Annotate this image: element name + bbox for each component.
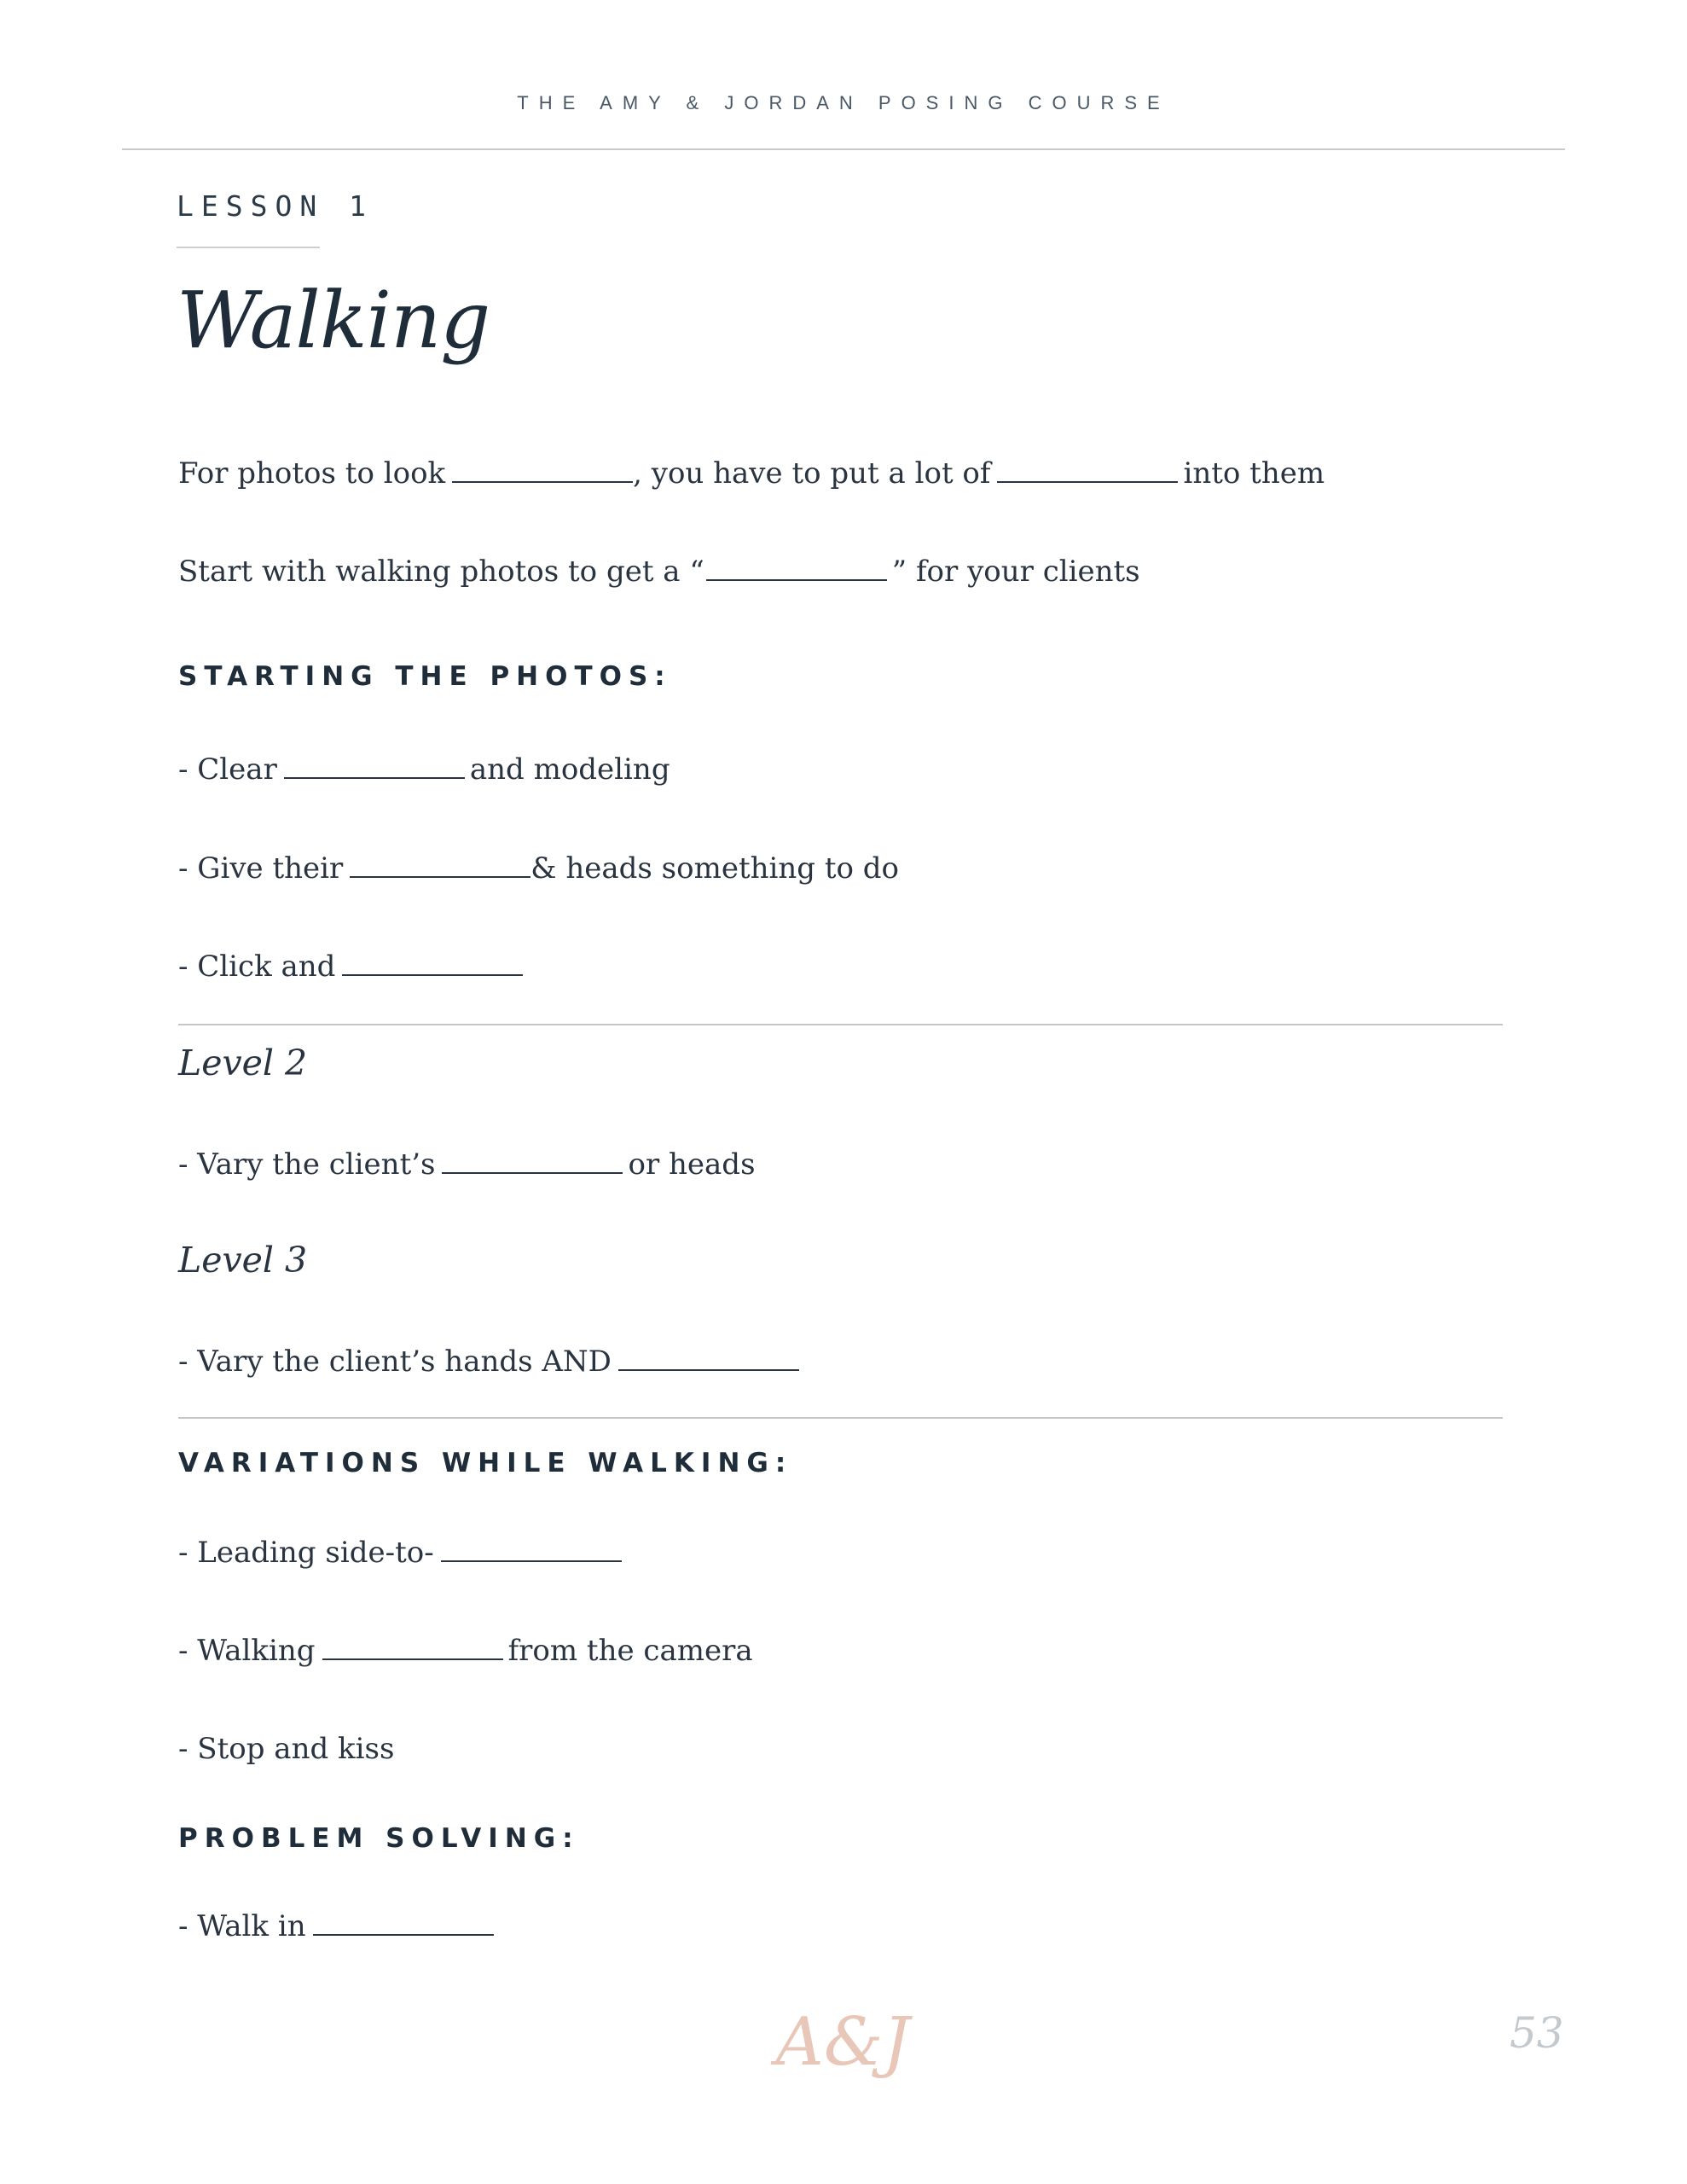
list-item	[178, 1147, 756, 1182]
list-item	[178, 1536, 627, 1570]
list-item-text: - Walking	[178, 1634, 316, 1668]
page-title: Walking	[177, 275, 490, 366]
list-item-text: - Give their	[178, 851, 344, 886]
intro-line-2-part-1: Start with walking photos to get a “	[178, 555, 704, 589]
list-item	[178, 851, 899, 886]
list-item-text: - Vary the client’s	[178, 1147, 436, 1182]
fill-in-blank[interactable]	[997, 481, 1178, 483]
fill-in-blank[interactable]	[441, 1560, 622, 1562]
section-divider	[178, 1024, 1503, 1025]
level-3-heading: Level 3	[178, 1240, 308, 1281]
list-item	[178, 1634, 753, 1668]
fill-in-blank[interactable]	[706, 579, 887, 581]
section-heading-problem-solving: PROBLEM SOLVING:	[178, 1823, 580, 1854]
section-divider	[178, 1417, 1503, 1419]
level-2-heading: Level 2	[178, 1043, 308, 1083]
intro-line-2	[178, 555, 1140, 589]
list-item-text: - Vary the client’s hands AND	[178, 1345, 612, 1379]
list-item	[178, 950, 528, 984]
intro-line-1-part-2: , you have to put a lot of	[633, 456, 991, 491]
section-heading-variations-while-walking: VARIATIONS WHILE WALKING:	[178, 1448, 793, 1478]
fill-in-blank[interactable]	[284, 777, 465, 779]
list-item-text: - Click and	[178, 950, 336, 984]
fill-in-blank[interactable]	[442, 1172, 623, 1174]
fill-in-blank[interactable]	[313, 1934, 494, 1936]
list-item-text: & heads something to do	[530, 851, 900, 886]
list-item-text: - Leading side-to-	[178, 1536, 434, 1570]
list-item-text: - Stop and kiss	[178, 1732, 395, 1766]
list-item	[178, 1909, 499, 1943]
intro-line-1	[178, 456, 1325, 491]
intro-line-1-part-1: For photos to look	[178, 456, 446, 491]
list-item-text: - Clear	[178, 752, 277, 787]
header-rule	[122, 148, 1565, 150]
list-item	[178, 1345, 804, 1379]
section-heading-starting-the-photos: STARTING THE PHOTOS:	[178, 661, 672, 692]
fill-in-blank[interactable]	[618, 1369, 799, 1371]
fill-in-blank[interactable]	[322, 1658, 503, 1660]
intro-line-2-part-2: ” for your clients	[891, 555, 1140, 589]
fill-in-blank[interactable]	[342, 974, 523, 976]
list-item-text: or heads	[628, 1147, 756, 1182]
lesson-rule	[177, 247, 320, 248]
amy-jordan-logo-icon	[775, 1989, 910, 2092]
logo-text: A&J	[775, 2004, 910, 2081]
lesson-label: LESSON 1	[177, 189, 374, 223]
list-item-text: - Walk in	[178, 1909, 306, 1943]
list-item-text: from the camera	[507, 1634, 753, 1668]
fill-in-blank[interactable]	[350, 876, 530, 878]
page-number: 53	[1510, 2008, 1564, 2058]
list-item	[178, 752, 670, 787]
intro-line-1-part-3: into them	[1183, 456, 1325, 491]
fill-in-blank[interactable]	[452, 481, 633, 483]
running-header: THE AMY & JORDAN POSING COURSE	[517, 92, 1170, 113]
list-item	[178, 1732, 394, 1766]
list-item-text: and modeling	[469, 752, 670, 787]
